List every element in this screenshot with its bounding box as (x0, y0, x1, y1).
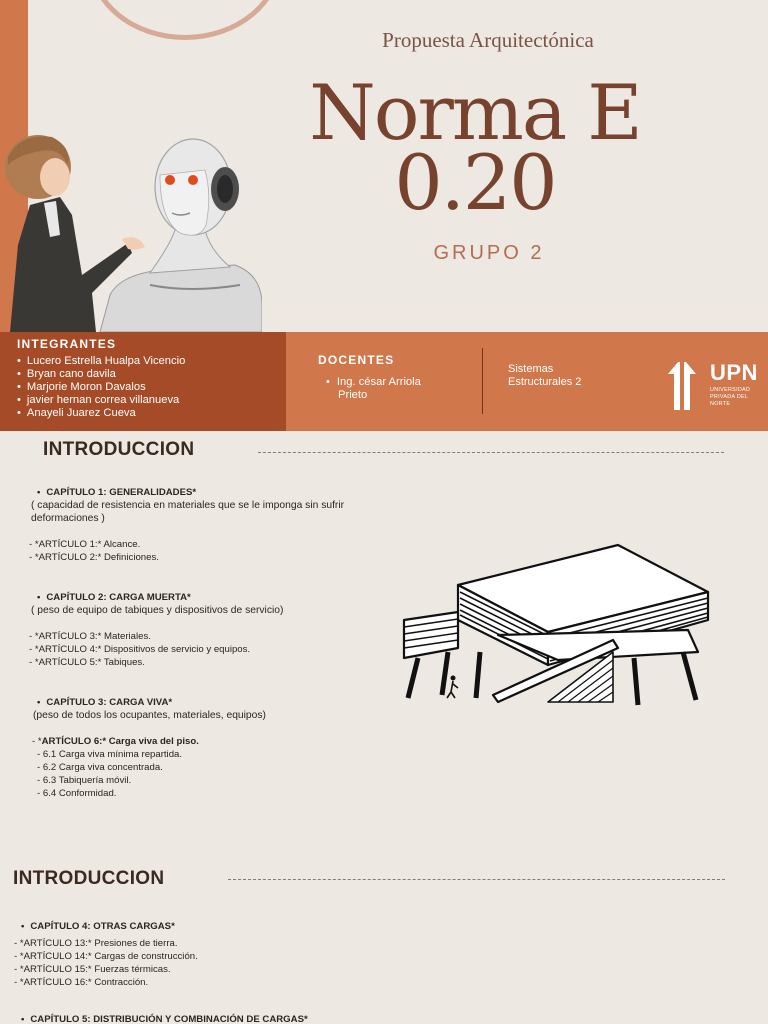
list-item: • Ing. césar Arriola Prieto (326, 376, 446, 402)
integrantes-list (17, 355, 185, 420)
list-item: • Lucero Estrella Hualpa Vicencio (17, 355, 185, 368)
cover-header (0, 0, 768, 332)
subitem: - 6.3 Tabiquería móvil. (37, 775, 132, 786)
subtitle: Propuesta Arquitectónica (382, 28, 594, 52)
article-item: - *ARTÍCULO 1:* Alcance. (29, 539, 141, 550)
chapter-description: ( capacidad de resistencia en materiales que se le imponga sin sufrir deformaciones ) (31, 500, 345, 524)
list-item: • Anayeli Juarez Cueva (17, 407, 185, 420)
article-item: - *ARTÍCULO 13:* Presiones de tierra. (14, 938, 178, 949)
chapter-4 (14, 920, 374, 989)
decorative-circle (88, 0, 282, 40)
chapter-5 (14, 1013, 414, 1024)
upn-logo-text: UPN (710, 360, 758, 385)
course-name: Sistemas Estructurales 2 (508, 363, 582, 388)
divider (482, 348, 483, 414)
article-item: - *ARTÍCULO 15:* Fuerzas térmicas. (14, 964, 171, 975)
article-item: - *ARTÍCULO 14:* Cargas de construcción. (14, 951, 198, 962)
chapter-title: • CAPÍTULO 1: GENERALIDADES* (31, 486, 381, 499)
title-line-1: Norma E (309, 68, 641, 157)
dashed-divider (258, 452, 724, 453)
chapter-3 (31, 696, 381, 800)
subitem: - 6.4 Conformidad. (37, 788, 117, 799)
list-item: • javier hernan correa villanueva (17, 394, 185, 407)
subitem: - 6.1 Carga viva mínima repartida. (37, 749, 183, 760)
integrantes-heading: INTEGRANTES (17, 337, 117, 351)
article-item (32, 735, 381, 748)
chapter-1 (31, 486, 381, 564)
article-bold-text: ARTÍCULO 6:* Carga viva del piso. (41, 736, 199, 747)
child-robot-illustration-icon (0, 125, 262, 332)
building-illustration-icon (398, 540, 718, 715)
article-item: - *ARTÍCULO 3:* Materiales. (29, 631, 151, 642)
dashed-divider (228, 879, 725, 880)
chapter-title: • CAPÍTULO 4: OTRAS CARGAS* (14, 920, 374, 933)
docentes-list (326, 376, 446, 402)
title-line-2: 0.20 (394, 138, 556, 227)
list-item: • Marjorie Moron Davalos (17, 381, 185, 394)
section-title: INTRODUCCION (43, 439, 195, 460)
chapter-title: • CAPÍTULO 5: DISTRIBUCIÓN Y COMBINACIÓN DE CARGAS* (14, 1013, 414, 1024)
docentes-panel (286, 332, 768, 431)
subitem: - 6.2 Carga viva concentrada. (37, 762, 163, 773)
article-item: - *ARTÍCULO 4:* Dispositivos de servicio y equipos. (29, 644, 251, 655)
integrantes-panel (0, 332, 286, 431)
article-item: - *ARTÍCULO 16:* Contracción. (14, 977, 149, 988)
list-item: • Bryan cano davila (17, 368, 185, 381)
article-prefix: - * (32, 736, 42, 747)
group-label: GRUPO 2 (433, 242, 545, 264)
article-item: - *ARTÍCULO 2:* Definiciones. (29, 552, 159, 563)
article-item: - *ARTÍCULO 5:* Tabiques. (29, 657, 145, 668)
docentes-heading: DOCENTES (318, 353, 395, 367)
chapter-title: • CAPÍTULO 3: CARGA VIVA* (31, 696, 381, 709)
chapter-description: (peso de todos los ocupantes, materiales, equipos) (33, 710, 266, 721)
chapter-description: ( peso de equipo de tabiques y dispositivos de servicio) (31, 605, 284, 616)
upn-logo-subtitle: UNIVERSIDAD PRIVADA DEL NORTE (710, 387, 751, 407)
page-title (290, 68, 660, 227)
section-title: INTRODUCCION (13, 868, 165, 889)
chapter-title: • CAPÍTULO 2: CARGA MUERTA* (31, 591, 381, 604)
chapter-2 (31, 591, 381, 669)
